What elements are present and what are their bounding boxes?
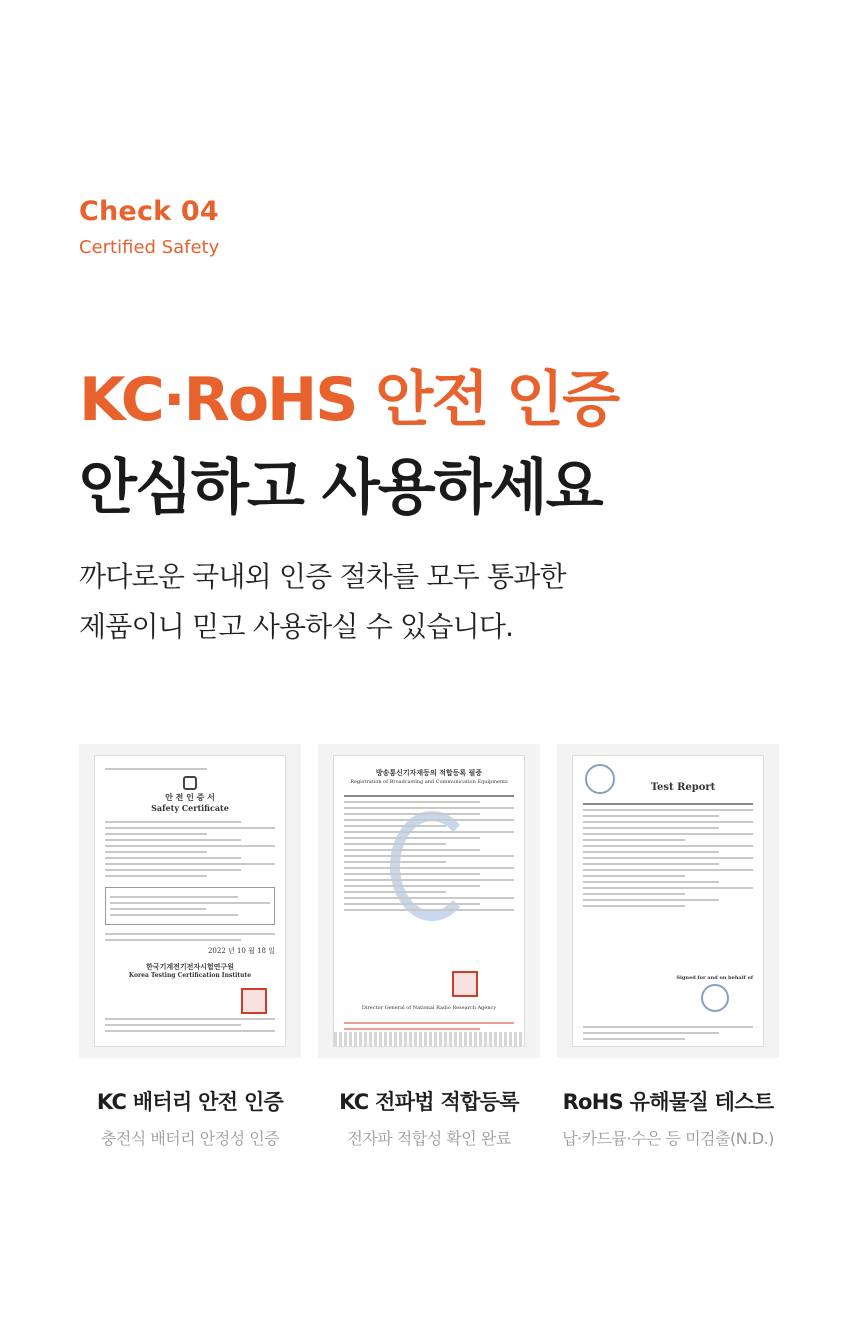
doc-footer-ko: 한국기계전기전자시험연구원 — [146, 962, 234, 971]
caption-sub-kc-radio: 전자파 적합성 확인 완료 — [347, 1129, 511, 1148]
doc-title-ko: 방송통신기자재등의 적합등록 필증 — [375, 768, 483, 777]
doc-signature: Signed for and on behalf of — [676, 975, 753, 981]
cert-document-image — [333, 755, 525, 1047]
cert-card-rohs[interactable] — [557, 744, 779, 1058]
check-title: Check 04 — [79, 196, 219, 227]
cert-card-kc-radio[interactable] — [318, 744, 540, 1058]
headline-accent: KC·RoHS 안전 인증 — [79, 365, 619, 435]
doc-title-en: Registration of Broadcasting and Communication Equipments — [350, 779, 508, 785]
check-subtitle: Certified Safety — [79, 237, 220, 258]
kc-logo-icon — [183, 776, 197, 790]
doc-footer-en: Korea Testing Certification Institute — [128, 972, 252, 979]
doc-title-ko: 안 전 인 증 서 — [165, 792, 215, 802]
cert-document-image — [572, 755, 764, 1047]
caption-sub-rohs: 납·카드뮴·수은 등 미검출(N.D.) — [562, 1129, 774, 1148]
caption-sub-kc-battery: 충전식 배터리 안정성 인증 — [100, 1129, 280, 1148]
doc-footer-en: Director General of National Radio Research Agency — [361, 1005, 497, 1011]
headline-main: 안심하고 사용하세요 — [79, 453, 602, 523]
red-stamp-icon — [241, 988, 267, 1014]
cert-card-kc-battery[interactable] — [79, 744, 301, 1058]
approval-seal-icon — [701, 984, 729, 1012]
caption-kc-radio: KC 전파법 적합등록 — [339, 1090, 519, 1114]
cert-document-image — [94, 755, 286, 1047]
doc-date: 2022 년 10 월 18 일 — [207, 947, 275, 955]
lab-seal-icon — [585, 764, 615, 794]
description-line-2: 제품이니 믿고 사용하실 수 있습니다. — [79, 610, 514, 643]
description-line-1: 까다로운 국내외 인증 절차를 모두 통과한 — [79, 560, 566, 593]
doc-title-en: Safety Certificate — [151, 803, 229, 813]
description — [79, 552, 566, 652]
red-stamp-icon — [452, 971, 478, 997]
doc-title-en: Test Report — [650, 782, 716, 793]
caption-rohs: RoHS 유해물질 테스트 — [562, 1090, 774, 1114]
caption-kc-battery: KC 배터리 안전 인증 — [96, 1090, 284, 1114]
